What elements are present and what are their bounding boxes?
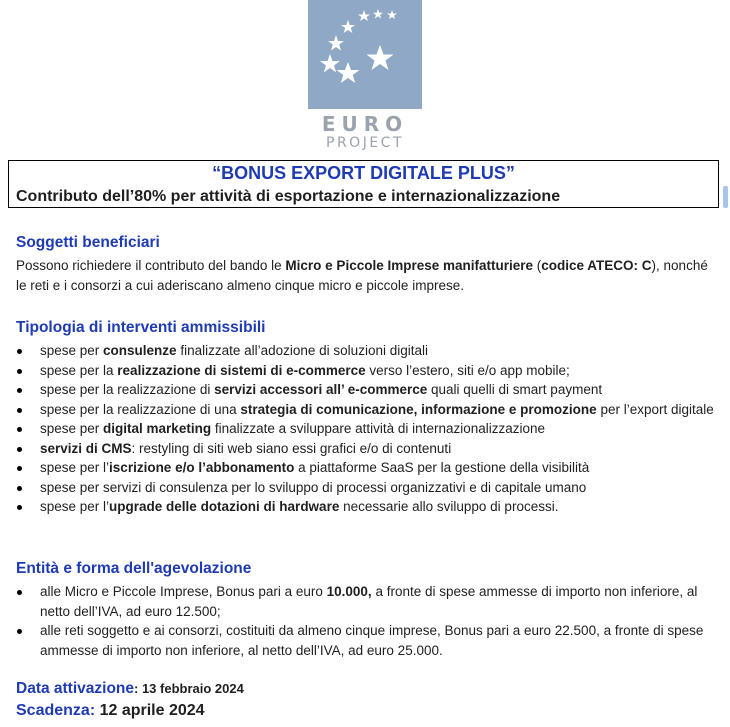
activation-label: Data attivazione: [16, 680, 135, 697]
beneficiari-heading: Soggetti beneficiari: [16, 234, 160, 251]
deadline-value: 12 aprile 2024: [95, 702, 205, 719]
agevolazione-heading: Entità e forma dell'agevolazione: [16, 560, 252, 577]
list-item: alle Micro e Piccole Imprese, Bonus pari a euro 10.000, a fronte di spese ammesse di importo non inferiore, al netto dell’IVA, ad euro 12.500;: [16, 582, 716, 621]
euro-project-logo: [308, 0, 422, 150]
list-item: spese per la realizzazione di sistemi di e-commerce verso l’estero, siti e/o app mobile;: [16, 361, 716, 381]
logo-word-project: PROJECT: [326, 135, 404, 151]
agevolazione-list: [16, 582, 716, 660]
deadline-date: [16, 702, 205, 720]
logo-word-euro: EURO: [321, 112, 409, 136]
beneficiari-text: Possono richiedere il contributo del bando le Micro e Piccole Imprese manifatturiere (codice ATECO: C), nonché le reti e i consorzi a cui aderiscano almeno cinque micro e piccole imprese.: [16, 258, 708, 293]
page-title: “BONUS EXPORT DIGITALE PLUS”: [212, 163, 515, 183]
activation-date: [16, 680, 244, 698]
list-item: spese per l’iscrizione e/o l’abbonamento a piattaforme SaaS per la gestione della visibilità: [16, 458, 716, 478]
list-item: servizi di CMS: restyling di siti web siano essi grafici e/o di contenuti: [16, 439, 716, 459]
list-item: spese per digital marketing finalizzate a sviluppare attività di internazionalizzazione: [16, 419, 716, 439]
list-item: alle reti soggetto e ai consorzi, costituiti da almeno cinque imprese, Bonus pari a euro 22.500, a fronte di spese ammesse di importo non inferiore, al netto dell’IVA, ad euro 25.000.: [16, 621, 716, 660]
interventi-heading: Tipologia di interventi ammissibili: [16, 319, 266, 336]
deadline-label: Scadenza:: [16, 702, 96, 719]
list-item: spese per servizi di consulenza per lo sviluppo di processi organizzativi e di capitale umano: [16, 478, 716, 498]
interventi-list: [16, 341, 716, 517]
title-box: [8, 160, 719, 208]
list-item: spese per la realizzazione di servizi accessori all’ e-commerce quali quelli di smart payment: [16, 380, 716, 400]
list-item: spese per consulenze finalizzate all’adozione di soluzioni digitali: [16, 341, 716, 361]
page-subtitle: Contributo dell’80% per attività di esportazione e internazionalizzazione: [16, 188, 561, 205]
activation-value: : 13 febbraio 2024: [134, 681, 244, 696]
list-item: spese per la realizzazione di una strategia di comunicazione, informazione e promozione per l’export digitale: [16, 400, 716, 420]
star-constellation-icon: [308, 0, 422, 109]
logo-background: [308, 0, 422, 109]
scroll-edge-mark: [723, 186, 728, 208]
list-item: spese per l’upgrade delle dotazioni di hardware necessarie allo sviluppo di processi.: [16, 497, 716, 517]
